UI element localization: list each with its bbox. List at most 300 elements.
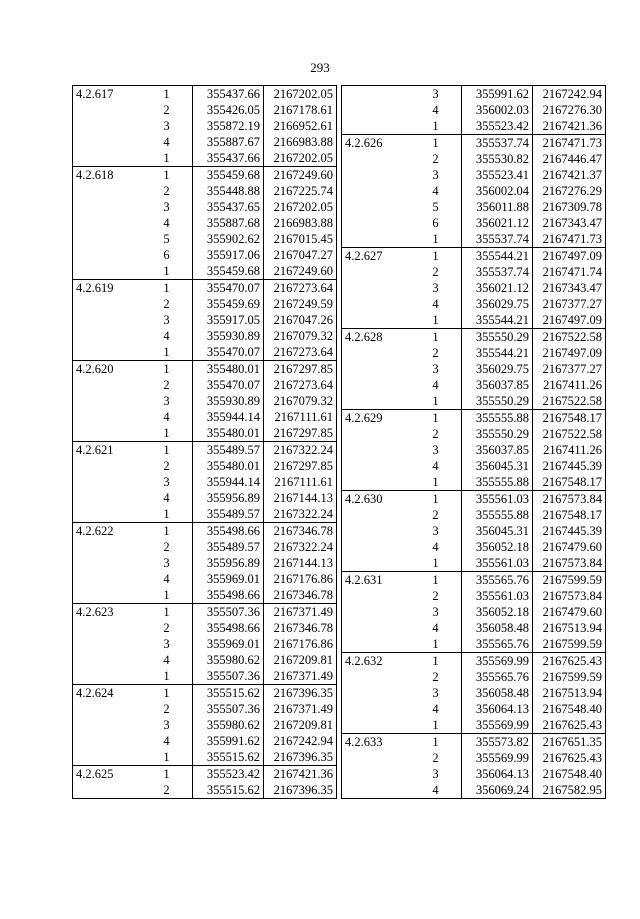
y-coordinate-cell: 2167202.05: [264, 86, 337, 103]
point-number-cell: 3: [163, 394, 170, 408]
table-row: [342, 539, 606, 555]
y-coordinate-cell: 2167322.24: [264, 506, 337, 523]
point-number-cell: 2: [432, 589, 439, 603]
x-coordinate-cell: 355902.62: [193, 231, 264, 247]
table-row: [73, 701, 337, 717]
parcel-id-cell: [73, 425, 142, 442]
x-coordinate-cell: 355480.01: [193, 361, 264, 378]
point-number-cell: 1: [432, 394, 439, 408]
y-coordinate-cell: 2167471.73: [533, 231, 606, 248]
table-row: [73, 474, 337, 490]
x-coordinate-cell: 355969.01: [193, 571, 264, 587]
y-coordinate-cell: 2167625.43: [533, 653, 606, 670]
table-row: [342, 296, 606, 312]
y-coordinate-cell: 2167548.40: [533, 701, 606, 717]
parcel-id-cell: [342, 118, 411, 135]
parcel-id-cell: [73, 263, 142, 280]
table-row: [73, 717, 337, 733]
y-coordinate-cell: 2166983.88: [264, 215, 337, 231]
x-coordinate-cell: 355887.67: [193, 134, 264, 150]
y-coordinate-cell: 2167047.26: [264, 312, 337, 328]
table-row: [73, 636, 337, 652]
point-number-cell: 1: [432, 313, 439, 327]
y-coordinate-cell: 2167471.74: [533, 264, 606, 280]
table-row: [73, 328, 337, 344]
table-row: [73, 571, 337, 587]
table-row: [342, 750, 606, 766]
x-coordinate-cell: 356058.48: [462, 620, 533, 636]
parcel-id-cell: [73, 701, 142, 717]
parcel-id-cell: 4.2.625: [73, 766, 142, 783]
parcel-id-cell: [73, 150, 142, 167]
x-coordinate-cell: 355561.03: [462, 555, 533, 572]
parcel-id-cell: [342, 183, 411, 199]
point-number-cell: 4: [163, 329, 170, 343]
table-row: [342, 329, 606, 346]
point-number-cell: 1: [410, 653, 462, 670]
y-coordinate-cell: 2167079.32: [264, 393, 337, 409]
table-row: [342, 604, 606, 620]
point-number-cell: 5: [163, 232, 170, 246]
x-coordinate-cell: 355917.06: [193, 247, 264, 263]
table-row: [342, 280, 606, 296]
table-row: [342, 312, 606, 329]
table-row: [73, 231, 337, 247]
table-row: [73, 393, 337, 409]
parcel-id-cell: [73, 490, 142, 506]
point-number-cell: 2: [432, 427, 439, 441]
parcel-id-cell: [73, 474, 142, 490]
y-coordinate-cell: 2167202.05: [264, 150, 337, 167]
parcel-id-cell: [342, 231, 411, 248]
y-coordinate-cell: 2167242.94: [264, 733, 337, 749]
x-coordinate-cell: 356002.04: [462, 183, 533, 199]
y-coordinate-cell: 2167249.60: [264, 263, 337, 280]
table-row: [73, 183, 337, 199]
parcel-id-cell: [342, 766, 411, 782]
table-row: [73, 506, 337, 523]
table-row: [73, 280, 337, 297]
y-coordinate-cell: 2167513.94: [533, 620, 606, 636]
y-coordinate-cell: 2167522.58: [533, 393, 606, 410]
table-row: [73, 620, 337, 636]
parcel-id-cell: 4.2.617: [73, 86, 142, 103]
parcel-id-cell: [342, 426, 411, 442]
x-coordinate-cell: 355569.99: [462, 717, 533, 734]
point-number-cell: 4: [163, 216, 170, 230]
point-number-cell: 1: [141, 167, 193, 184]
table-row: [73, 425, 337, 442]
y-coordinate-cell: 2167497.09: [533, 312, 606, 329]
parcel-id-cell: [342, 474, 411, 491]
x-coordinate-cell: 355561.03: [462, 491, 533, 508]
y-coordinate-cell: 2167178.61: [264, 102, 337, 118]
y-coordinate-cell: 2167396.35: [264, 685, 337, 702]
y-coordinate-cell: 2167309.78: [533, 199, 606, 215]
y-coordinate-cell: 2167445.39: [533, 458, 606, 474]
y-coordinate-cell: 2167377.27: [533, 296, 606, 312]
parcel-id-cell: [342, 507, 411, 523]
table-row: [73, 604, 337, 621]
parcel-id-cell: [342, 215, 411, 231]
parcel-id-cell: [73, 506, 142, 523]
point-number-cell: 1: [432, 475, 439, 489]
parcel-id-cell: [73, 102, 142, 118]
point-number-cell: 2: [163, 297, 170, 311]
point-number-cell: 3: [163, 556, 170, 570]
table-row: [73, 150, 337, 167]
y-coordinate-cell: 2167625.43: [533, 750, 606, 766]
point-number-cell: 3: [163, 637, 170, 651]
x-coordinate-cell: 355537.74: [462, 231, 533, 248]
point-number-cell: 5: [432, 200, 439, 214]
point-number-cell: 1: [410, 135, 462, 152]
point-number-cell: 2: [163, 378, 170, 392]
x-coordinate-cell: 355550.29: [462, 426, 533, 442]
x-coordinate-cell: 355537.74: [462, 135, 533, 152]
y-coordinate-cell: 2167322.24: [264, 442, 337, 459]
table-row: [342, 86, 606, 103]
y-coordinate-cell: 2167411.26: [533, 377, 606, 393]
x-coordinate-cell: 355980.62: [193, 652, 264, 668]
x-coordinate-cell: 355437.65: [193, 199, 264, 215]
y-coordinate-cell: 2167497.09: [533, 345, 606, 361]
y-coordinate-cell: 2166983.88: [264, 134, 337, 150]
table-row: [73, 118, 337, 134]
y-coordinate-cell: 2167111.61: [264, 474, 337, 490]
point-number-cell: 1: [163, 750, 170, 764]
table-row: [342, 199, 606, 215]
parcel-id-cell: [73, 571, 142, 587]
parcel-id-cell: 4.2.633: [342, 734, 411, 751]
parcel-id-cell: [342, 167, 411, 183]
x-coordinate-cell: 355544.21: [462, 248, 533, 265]
table-row: [342, 410, 606, 427]
point-number-cell: 1: [163, 151, 170, 165]
y-coordinate-cell: 2167297.85: [264, 425, 337, 442]
y-coordinate-cell: 2167396.35: [264, 782, 337, 799]
coordinates-table-right: [341, 85, 606, 799]
parcel-id-cell: 4.2.626: [342, 135, 411, 152]
x-coordinate-cell: 356037.85: [462, 377, 533, 393]
point-number-cell: 3: [432, 281, 439, 295]
x-coordinate-cell: 355489.57: [193, 442, 264, 459]
point-number-cell: 1: [410, 329, 462, 346]
point-number-cell: 1: [163, 426, 170, 440]
coordinates-table-left: [72, 85, 337, 799]
y-coordinate-cell: 2167548.17: [533, 410, 606, 427]
x-coordinate-cell: 355561.03: [462, 588, 533, 604]
parcel-id-cell: [73, 312, 142, 328]
x-coordinate-cell: 355565.76: [462, 669, 533, 685]
table-row: [342, 118, 606, 135]
table-row: [342, 636, 606, 653]
y-coordinate-cell: 2167346.78: [264, 523, 337, 540]
parcel-id-cell: 4.2.620: [73, 361, 142, 378]
table-row: [342, 248, 606, 265]
point-number-cell: 4: [432, 297, 439, 311]
table-row: [342, 782, 606, 799]
table-row: [73, 361, 337, 378]
point-number-cell: 3: [432, 686, 439, 700]
table-row: [73, 523, 337, 540]
y-coordinate-cell: 2167421.37: [533, 167, 606, 183]
x-coordinate-cell: 356021.12: [462, 215, 533, 231]
point-number-cell: 6: [163, 248, 170, 262]
point-number-cell: 3: [432, 168, 439, 182]
x-coordinate-cell: 355555.88: [462, 474, 533, 491]
x-coordinate-cell: 356045.31: [462, 523, 533, 539]
table-row: [342, 393, 606, 410]
parcel-id-cell: [73, 733, 142, 749]
y-coordinate-cell: 2167396.35: [264, 749, 337, 766]
x-coordinate-cell: 355956.89: [193, 490, 264, 506]
point-number-cell: 2: [163, 184, 170, 198]
y-coordinate-cell: 2167273.64: [264, 280, 337, 297]
x-coordinate-cell: 356064.13: [462, 766, 533, 782]
point-number-cell: 2: [432, 751, 439, 765]
point-number-cell: 4: [432, 378, 439, 392]
parcel-id-cell: [342, 523, 411, 539]
point-number-cell: 3: [432, 362, 439, 376]
y-coordinate-cell: 2167276.29: [533, 183, 606, 199]
table-row: [342, 491, 606, 508]
x-coordinate-cell: 356069.24: [462, 782, 533, 799]
parcel-id-cell: [342, 442, 411, 458]
table-row: [73, 199, 337, 215]
parcel-id-cell: [73, 247, 142, 263]
parcel-id-cell: 4.2.629: [342, 410, 411, 427]
parcel-id-cell: [342, 604, 411, 620]
x-coordinate-cell: 355530.82: [462, 151, 533, 167]
point-number-cell: 1: [141, 280, 193, 297]
x-coordinate-cell: 356045.31: [462, 458, 533, 474]
point-number-cell: 3: [163, 718, 170, 732]
table-row: [73, 668, 337, 685]
parcel-id-cell: 4.2.621: [73, 442, 142, 459]
table-row: [342, 215, 606, 231]
point-number-cell: 2: [163, 540, 170, 554]
x-coordinate-cell: 355470.07: [193, 377, 264, 393]
table-row: [73, 652, 337, 668]
y-coordinate-cell: 2167548.40: [533, 766, 606, 782]
point-number-cell: 4: [432, 184, 439, 198]
x-coordinate-cell: 355565.76: [462, 636, 533, 653]
parcel-id-cell: [73, 717, 142, 733]
table-row: [342, 183, 606, 199]
y-coordinate-cell: 2167273.64: [264, 377, 337, 393]
x-coordinate-cell: 355480.01: [193, 458, 264, 474]
table-row: [73, 685, 337, 702]
point-number-cell: 4: [432, 103, 439, 117]
point-number-cell: 1: [141, 361, 193, 378]
parcel-id-cell: [73, 134, 142, 150]
table-row: [73, 215, 337, 231]
parcel-id-cell: [342, 361, 411, 377]
x-coordinate-cell: 355498.66: [193, 587, 264, 604]
table-row: [73, 134, 337, 150]
parcel-id-cell: 4.2.628: [342, 329, 411, 346]
x-coordinate-cell: 355515.62: [193, 782, 264, 799]
parcel-id-cell: [342, 539, 411, 555]
x-coordinate-cell: 355555.88: [462, 410, 533, 427]
parcel-id-cell: [73, 183, 142, 199]
table-row: [73, 296, 337, 312]
y-coordinate-cell: 2167421.36: [264, 766, 337, 783]
parcel-id-cell: [342, 312, 411, 329]
point-number-cell: 1: [432, 119, 439, 133]
table-row: [342, 167, 606, 183]
y-coordinate-cell: 2167522.58: [533, 329, 606, 346]
x-coordinate-cell: 356058.48: [462, 685, 533, 701]
x-coordinate-cell: 355991.62: [193, 733, 264, 749]
y-coordinate-cell: 2167371.49: [264, 701, 337, 717]
parcel-id-cell: [342, 151, 411, 167]
parcel-id-cell: 4.2.622: [73, 523, 142, 540]
x-coordinate-cell: 356037.85: [462, 442, 533, 458]
point-number-cell: 3: [163, 200, 170, 214]
y-coordinate-cell: 2167249.59: [264, 296, 337, 312]
point-number-cell: 1: [141, 685, 193, 702]
x-coordinate-cell: 356021.12: [462, 280, 533, 296]
table-row: [73, 442, 337, 459]
x-coordinate-cell: 356064.13: [462, 701, 533, 717]
parcel-id-cell: [73, 587, 142, 604]
table-row: [342, 766, 606, 782]
x-coordinate-cell: 355489.57: [193, 539, 264, 555]
parcel-id-cell: [73, 215, 142, 231]
x-coordinate-cell: 355480.01: [193, 425, 264, 442]
y-coordinate-cell: 2167176.86: [264, 571, 337, 587]
table-row: [342, 653, 606, 670]
table-row: [342, 701, 606, 717]
x-coordinate-cell: 355991.62: [462, 86, 533, 103]
x-coordinate-cell: 355470.07: [193, 280, 264, 297]
x-coordinate-cell: 355980.62: [193, 717, 264, 733]
table-row: [73, 377, 337, 393]
point-number-cell: 1: [141, 604, 193, 621]
y-coordinate-cell: 2167176.86: [264, 636, 337, 652]
point-number-cell: 4: [163, 410, 170, 424]
table-row: [73, 782, 337, 799]
point-number-cell: 3: [432, 767, 439, 781]
table-row: [73, 749, 337, 766]
parcel-id-cell: [73, 328, 142, 344]
parcel-id-cell: [342, 86, 411, 103]
point-number-cell: 6: [432, 216, 439, 230]
parcel-id-cell: [342, 588, 411, 604]
x-coordinate-cell: 355544.21: [462, 312, 533, 329]
point-number-cell: 4: [432, 540, 439, 554]
y-coordinate-cell: 2167599.59: [533, 669, 606, 685]
point-number-cell: 2: [163, 103, 170, 117]
x-coordinate-cell: 355437.66: [193, 86, 264, 103]
y-coordinate-cell: 2167625.43: [533, 717, 606, 734]
point-number-cell: 3: [410, 86, 462, 103]
point-number-cell: 1: [432, 232, 439, 246]
x-coordinate-cell: 355565.76: [462, 572, 533, 589]
parcel-id-cell: [73, 668, 142, 685]
parcel-id-cell: 4.2.619: [73, 280, 142, 297]
point-number-cell: 3: [163, 119, 170, 133]
point-number-cell: 1: [432, 718, 439, 732]
point-number-cell: 2: [432, 265, 439, 279]
table-row: [342, 135, 606, 152]
point-number-cell: 1: [141, 766, 193, 783]
table-row: [342, 474, 606, 491]
table-row: [342, 442, 606, 458]
y-coordinate-cell: 2167225.74: [264, 183, 337, 199]
x-coordinate-cell: 355930.89: [193, 393, 264, 409]
table-row: [342, 426, 606, 442]
table-row: [342, 669, 606, 685]
parcel-id-cell: 4.2.624: [73, 685, 142, 702]
table-row: [342, 345, 606, 361]
parcel-id-cell: [342, 701, 411, 717]
y-coordinate-cell: 2167573.84: [533, 555, 606, 572]
point-number-cell: 1: [141, 442, 193, 459]
parcel-id-cell: [342, 199, 411, 215]
parcel-id-cell: [342, 458, 411, 474]
point-number-cell: 3: [163, 475, 170, 489]
x-coordinate-cell: 356002.03: [462, 102, 533, 118]
point-number-cell: 3: [432, 524, 439, 538]
parcel-id-cell: [342, 280, 411, 296]
table-row: [342, 555, 606, 572]
point-number-cell: 4: [163, 135, 170, 149]
y-coordinate-cell: 2167497.09: [533, 248, 606, 265]
y-coordinate-cell: 2167522.58: [533, 426, 606, 442]
y-coordinate-cell: 2167548.17: [533, 474, 606, 491]
parcel-id-cell: [342, 555, 411, 572]
x-coordinate-cell: 355507.36: [193, 701, 264, 717]
parcel-id-cell: [73, 539, 142, 555]
y-coordinate-cell: 2167079.32: [264, 328, 337, 344]
y-coordinate-cell: 2167249.60: [264, 167, 337, 184]
x-coordinate-cell: 355523.42: [462, 118, 533, 135]
x-coordinate-cell: 355956.89: [193, 555, 264, 571]
table-row: [73, 312, 337, 328]
y-coordinate-cell: 2167548.17: [533, 507, 606, 523]
parcel-id-cell: [73, 555, 142, 571]
parcel-id-cell: [342, 717, 411, 734]
x-coordinate-cell: 355459.68: [193, 167, 264, 184]
x-coordinate-cell: 355507.36: [193, 668, 264, 685]
point-number-cell: 2: [432, 670, 439, 684]
point-number-cell: 3: [432, 443, 439, 457]
y-coordinate-cell: 2167144.13: [264, 490, 337, 506]
point-number-cell: 4: [163, 653, 170, 667]
y-coordinate-cell: 2167276.30: [533, 102, 606, 118]
y-coordinate-cell: 2167273.64: [264, 344, 337, 361]
parcel-id-cell: 4.2.631: [342, 572, 411, 589]
table-row: [342, 458, 606, 474]
parcel-id-cell: [73, 409, 142, 425]
parcel-id-cell: [342, 620, 411, 636]
y-coordinate-cell: 2167209.81: [264, 652, 337, 668]
y-coordinate-cell: 2167202.05: [264, 199, 337, 215]
y-coordinate-cell: 2167651.35: [533, 734, 606, 751]
x-coordinate-cell: 355426.05: [193, 102, 264, 118]
x-coordinate-cell: 355969.01: [193, 636, 264, 652]
parcel-id-cell: [73, 393, 142, 409]
y-coordinate-cell: 2167144.13: [264, 555, 337, 571]
table-row: [342, 231, 606, 248]
point-number-cell: 4: [163, 491, 170, 505]
point-number-cell: 1: [163, 588, 170, 602]
table-row: [73, 409, 337, 425]
x-coordinate-cell: 355944.14: [193, 409, 264, 425]
